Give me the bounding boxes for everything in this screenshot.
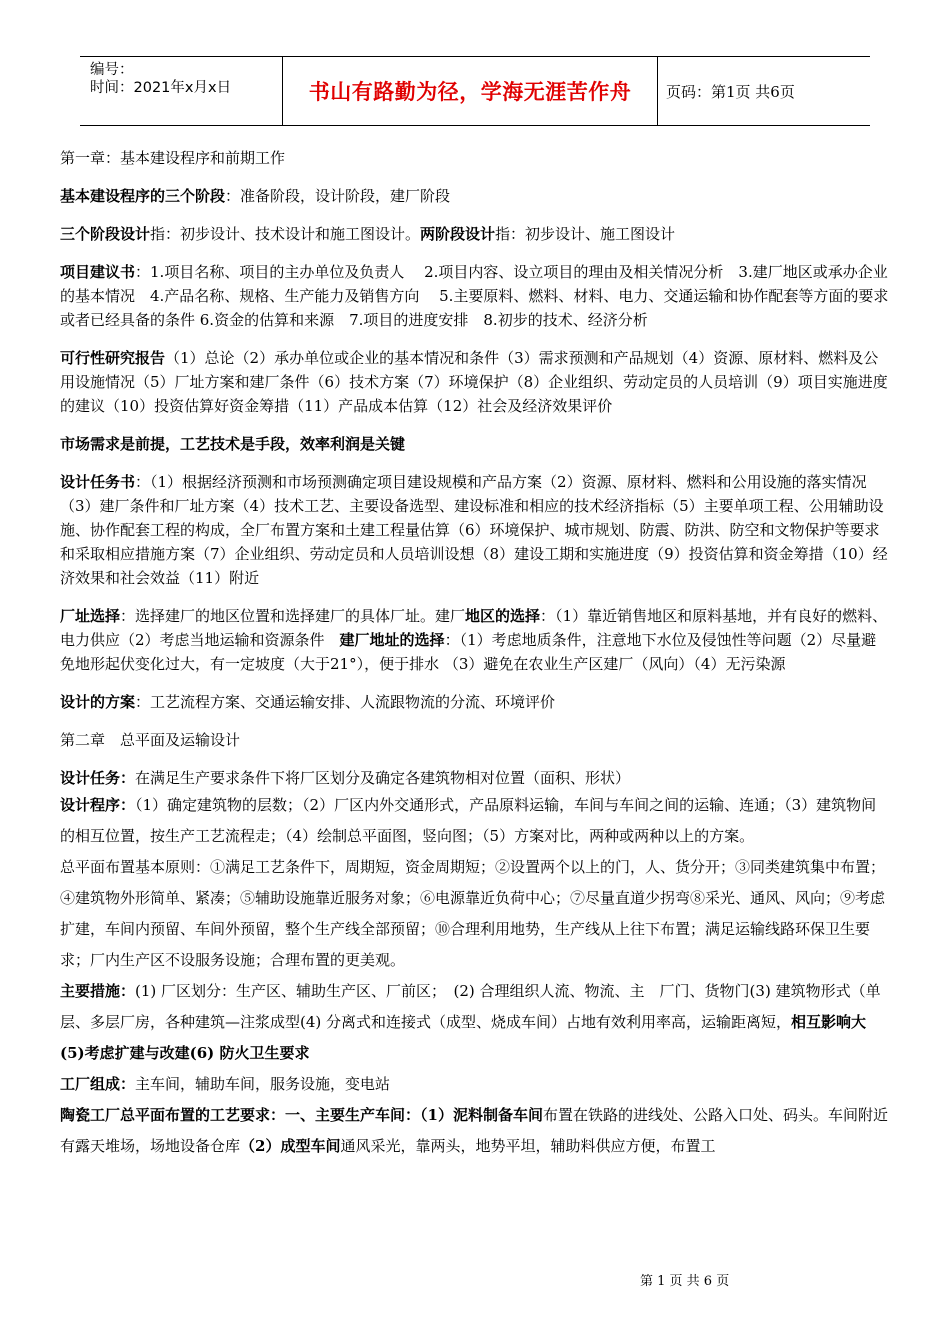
paragraph-construction-stages: 基本建设程序的三个阶段：准备阶段，设计阶段，建厂阶段 <box>60 187 451 205</box>
paragraph-design-task: 设计任务：在满足生产要求条件下将厂区划分及确定各建筑物相对位置（面积、形状） <box>60 769 631 787</box>
page-header <box>80 56 870 126</box>
header-motto: 书山有路勤为径，学海无涯苦作舟 <box>282 57 658 125</box>
document-body <box>60 146 890 1162</box>
paragraph-market-principle: 市场需求是前提，工艺技术是手段，效率利润是关键 <box>60 435 406 453</box>
paragraph-design-stages: 三个阶段设计指：初步设计、技术设计和施工图设计。两阶段设计指：初步设计、施工图设计 <box>60 225 676 243</box>
paragraph-main-measures: 主要措施：(1) 厂区划分：生产区、辅助生产区、厂前区； (2) 合理组织人流、物流、主 厂门、货物门(3) 建筑物形式（单层、多层厂房，各种建筑—注浆成型(4) 分离式和连接式（成型、烧成车间）占地有效利用率高，运输距离短，相互影响大(5)考虑扩建与改建(6) 防火卫生要求 <box>60 982 881 1062</box>
paragraph-design-scheme: 设计的方案：工艺流程方案、交通运输安排、人流跟物流的分流、环境评价 <box>60 693 556 711</box>
paragraph-design-task-book: 设计任务书：（1）根据经济预测和市场预测确定项目建设规模和产品方案（2）资源、原材料、燃料和公用设施的落实情况（3）建厂条件和厂址方案（4）技术工艺、主要设备选型、建设标准和相应的技术经济指标（5）主要单项工程、公用辅助设施、协作配套工程的构成，全厂布置方案和土建工程量估算（6）环境保护、城市规划、防震、防洪、防空和文物保护等要求和采取相应措施方案（7）企业组织、劳动定员和人员培训设想（8）建设工期和实施进度（9）投资估算和资金筹措（10）经济效果和社会效益（11）附近 <box>60 473 888 587</box>
chapter2-title: 第二章 总平面及运输设计 <box>60 731 241 749</box>
header-page-info: 页码：第1页 共6页 <box>666 82 795 101</box>
page-footer: 第 1 页 共 6 页 <box>640 1274 730 1289</box>
document-number: 编号： <box>90 62 134 78</box>
paragraph-layout-principles: 总平面布置基本原则：①满足工艺条件下，周期短，资金周期短；②设置两个以上的门，人、货分开；③同类建筑集中布置；④建筑物外形简单、紧凑；⑤辅助设施靠近服务对象；⑥电源靠近负荷中心；⑦尽量直道少拐弯⑧采光、通风、风向；⑨考虑扩建，车间内预留、车间外预留，整个生产线全部预留；⑩合理利用地势，生产线从上往下布置；满足运输线路环保卫生要求；厂内生产区不设服务设施；合理布置的更美观。 <box>60 858 886 969</box>
paragraph-feasibility-report: 可行性研究报告（1）总论（2）承办单位或企业的基本情况和条件（3）需求预测和产品规划（4）资源、原材料、燃料及公用设施情况（5）厂址方案和建厂条件（6）技术方案（7）环境保护（8）企业组织、劳动定员的人员培训（9）项目实施进度的建议（10）投资估算好资金筹措（11）产品成本估算（12）社会及经济效果评价 <box>60 349 888 415</box>
document-time: 时间：2021年x月x日 <box>90 80 232 96</box>
header-meta <box>80 57 282 125</box>
chapter1-title: 第一章：基本建设程序和前期工作 <box>60 149 286 167</box>
paragraph-ceramic-layout: 陶瓷工厂总平面布置的工艺要求：一、主要生产车间：（1）泥料制备车间布置在铁路的进线处、公路入口处、码头。车间附近有露天堆场，场地设备仓库（2）成型车间通风采光，靠两头，地势平坦，辅助料供应方便，布置工 <box>60 1106 888 1155</box>
paragraph-project-proposal: 项目建议书：1.项目名称、项目的主办单位及负责人 2.项目内容、设立项目的理由及相关情况分析 3.建厂地区或承办企业的基本情况 4.产品名称、规格、生产能力及销售方向 5.主要原料、燃料、材料、电力、交通运输和协作配套等方面的要求或者已经具备的条件 6.资金的估算和来源 7.项目的进度安排 8.初步的技术、经济分析 <box>60 263 889 329</box>
paragraph-site-selection: 厂址选择：选择建厂的地区位置和选择建厂的具体厂址。建厂地区的选择：（1）靠近销售地区和原料基地，并有良好的燃料、电力供应（2）考虑当地运输和资源条件 建厂地址的选择：（1）考虑地质条件，注意地下水位及侵蚀性等问题（2）尽量避免地形起伏变化过大，有一定坡度（大于21°），便于排水 （3）避免在农业生产区建厂（风向）（4）无污染源 <box>60 607 888 673</box>
paragraph-factory-composition: 工厂组成：主车间，辅助车间，服务设施，变电站 <box>60 1075 391 1093</box>
paragraph-design-procedure: 设计程序：（1）确定建筑物的层数；（2）厂区内外交通形式，产品原料运输，车间与车间之间的运输、连通；（3）建筑物间的相互位置，按生产工艺流程走；（4）绘制总平面图，竖向图；（5）方案对比，两种或两种以上的方案。 <box>60 796 877 845</box>
